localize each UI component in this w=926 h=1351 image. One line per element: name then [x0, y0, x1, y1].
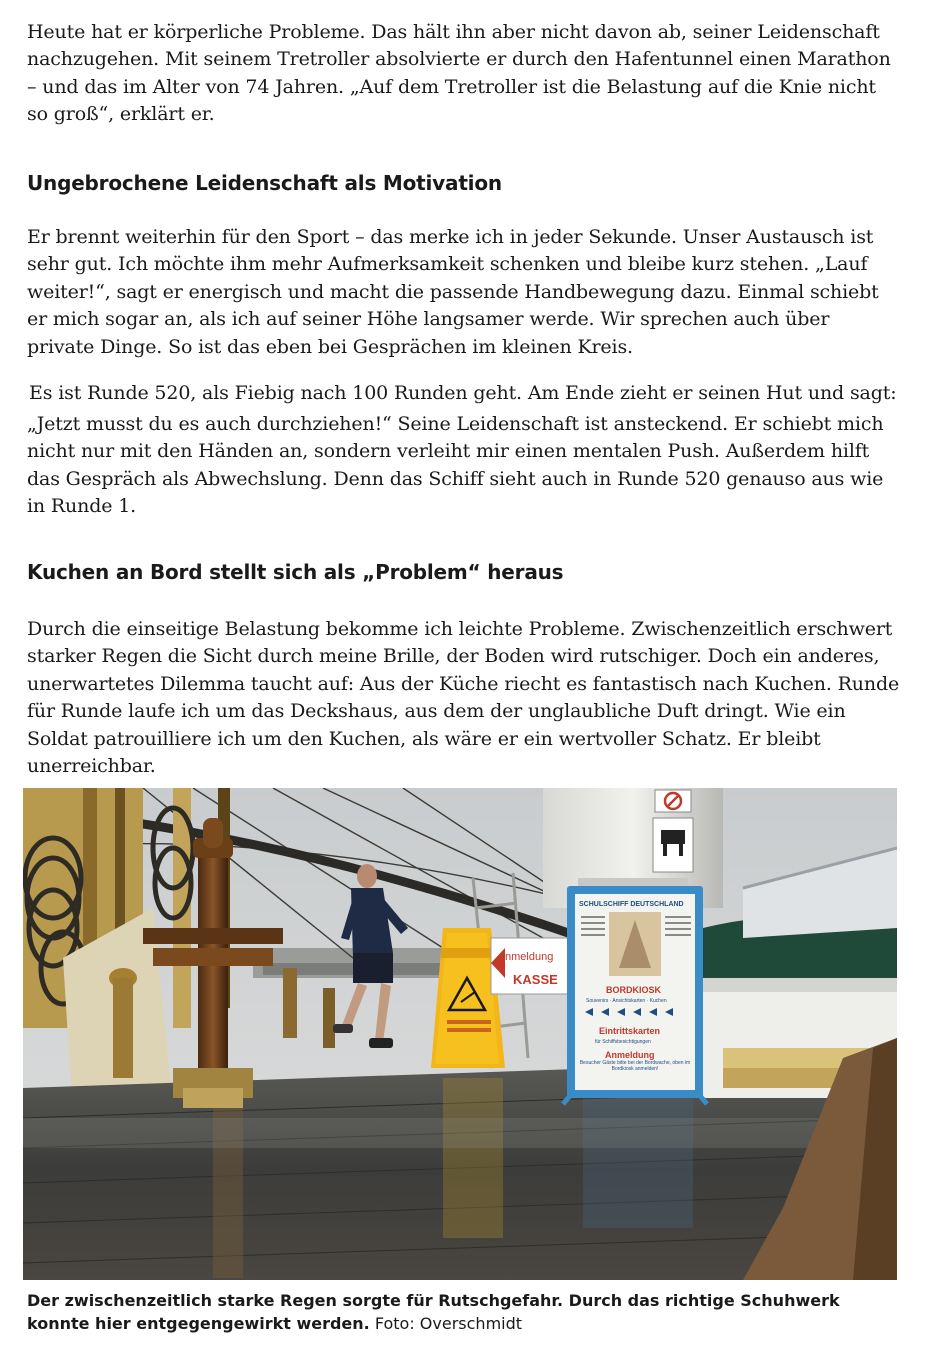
paragraph-conversation: Er brennt weiterhin für den Sport – das merke ich in jeder Sekunde. Unser Austausch ist sehr gut. Ich möchte ihm mehr Aufmerksamkeit schenken und bleibe kurz stehen. „Lauf weiter!“, sagt er energisch und macht die passende Handbewegung dazu. Einmal schiebt er mich sogar an, als ich auf seiner Höhe langsamer werde. Wir sprechen auch über private Dinge. So ist das eben bei Gesprächen im kleinen Kreis.: [27, 226, 879, 358]
sign-board-title: SCHULSCHIFF DEUTSCHLAND: [579, 901, 684, 908]
paragraph-round-520-first-line: Es ist Runde 520, als Fiebig nach 100 Runden geht. Am Ende zieht er seinen Hut und sagt:: [29, 382, 897, 404]
arrow-sign-line-1: nmeldung: [505, 951, 554, 963]
photo-credit: Foto: Overschmidt: [374, 1314, 523, 1333]
arrow-sign-line-2: KASSE: [513, 972, 558, 987]
caption-text: Der zwischenzeitlich starke Regen sorgte für Rutschgefahr. Durch das richtige Schuhwerk konnte hier entgegengewirkt werden.: [27, 1291, 840, 1333]
paragraph-cake: Durch die einseitige Belastung bekomme ich leichte Probleme. Zwischenzeitlich erschwert starker Regen die Sicht durch meine Brille, der Boden wird rutschiger. Doch ein anderes, unerwartetes Dilemma taucht auf: Aus der Küche riecht es fantastisch nach Kuchen. Runde für Runde laufe ich um das Deckshaus, aus dem der unglaubliche Duft dringt. Wie ein Soldat patrouilliere ich um den Kuchen, als wäre er ein wertvoller Schatz. Er bleibt unerreichbar.: [27, 618, 900, 778]
section-heading-cake: Kuchen an Bord stellt sich als „Problem“ heraus: [27, 560, 564, 584]
sign-board-kiosk-sub: Souvenirs · Ansichtskarten · Kuchen: [586, 998, 667, 1004]
bordkiosk-sign-board: [563, 886, 707, 1104]
deck-photo: [23, 788, 897, 1280]
paragraph-intro: Heute hat er körperliche Probleme. Das hält ihn aber nicht davon ab, seiner Leidenschaft nachzugehen. Mit seinem Tretroller absolvierte er durch den Hafentunnel einen Marathon – und das im Alter von 74 Jahren. „Auf dem Tretroller ist die Belastung auf die Knie nicht so groß“, erklärt er.: [27, 21, 891, 126]
sign-board-tickets: Eintrittskarten: [599, 1026, 661, 1036]
photo-caption: [27, 1289, 907, 1335]
section-heading-passion: Ungebrochene Leidenschaft als Motivation: [27, 171, 502, 195]
kasse-arrow-sign: [491, 938, 571, 994]
sign-board-registration: Anmeldung: [605, 1050, 655, 1060]
paragraph-round-520: „Jetzt musst du es auch durchziehen!“ Seine Leidenschaft ist ansteckend. Er schiebt mich nicht nur mit den Händen an, sondern verleiht mir einen mentalen Push. Außerdem hilft das Gespräch als Abwechslung. Denn das Schiff sieht auch in Runde 520 genauso aus wie in Runde 1.: [27, 413, 884, 518]
sign-board-registration-sub: Besucher Gäste bitte bei der Bordwache, oben im Bordkiosk anmelden!: [579, 1060, 691, 1072]
sign-board-kiosk: BORDKIOSK: [606, 985, 662, 995]
sign-board-tickets-sub: für Schiffsbesichtigungen: [595, 1039, 651, 1045]
